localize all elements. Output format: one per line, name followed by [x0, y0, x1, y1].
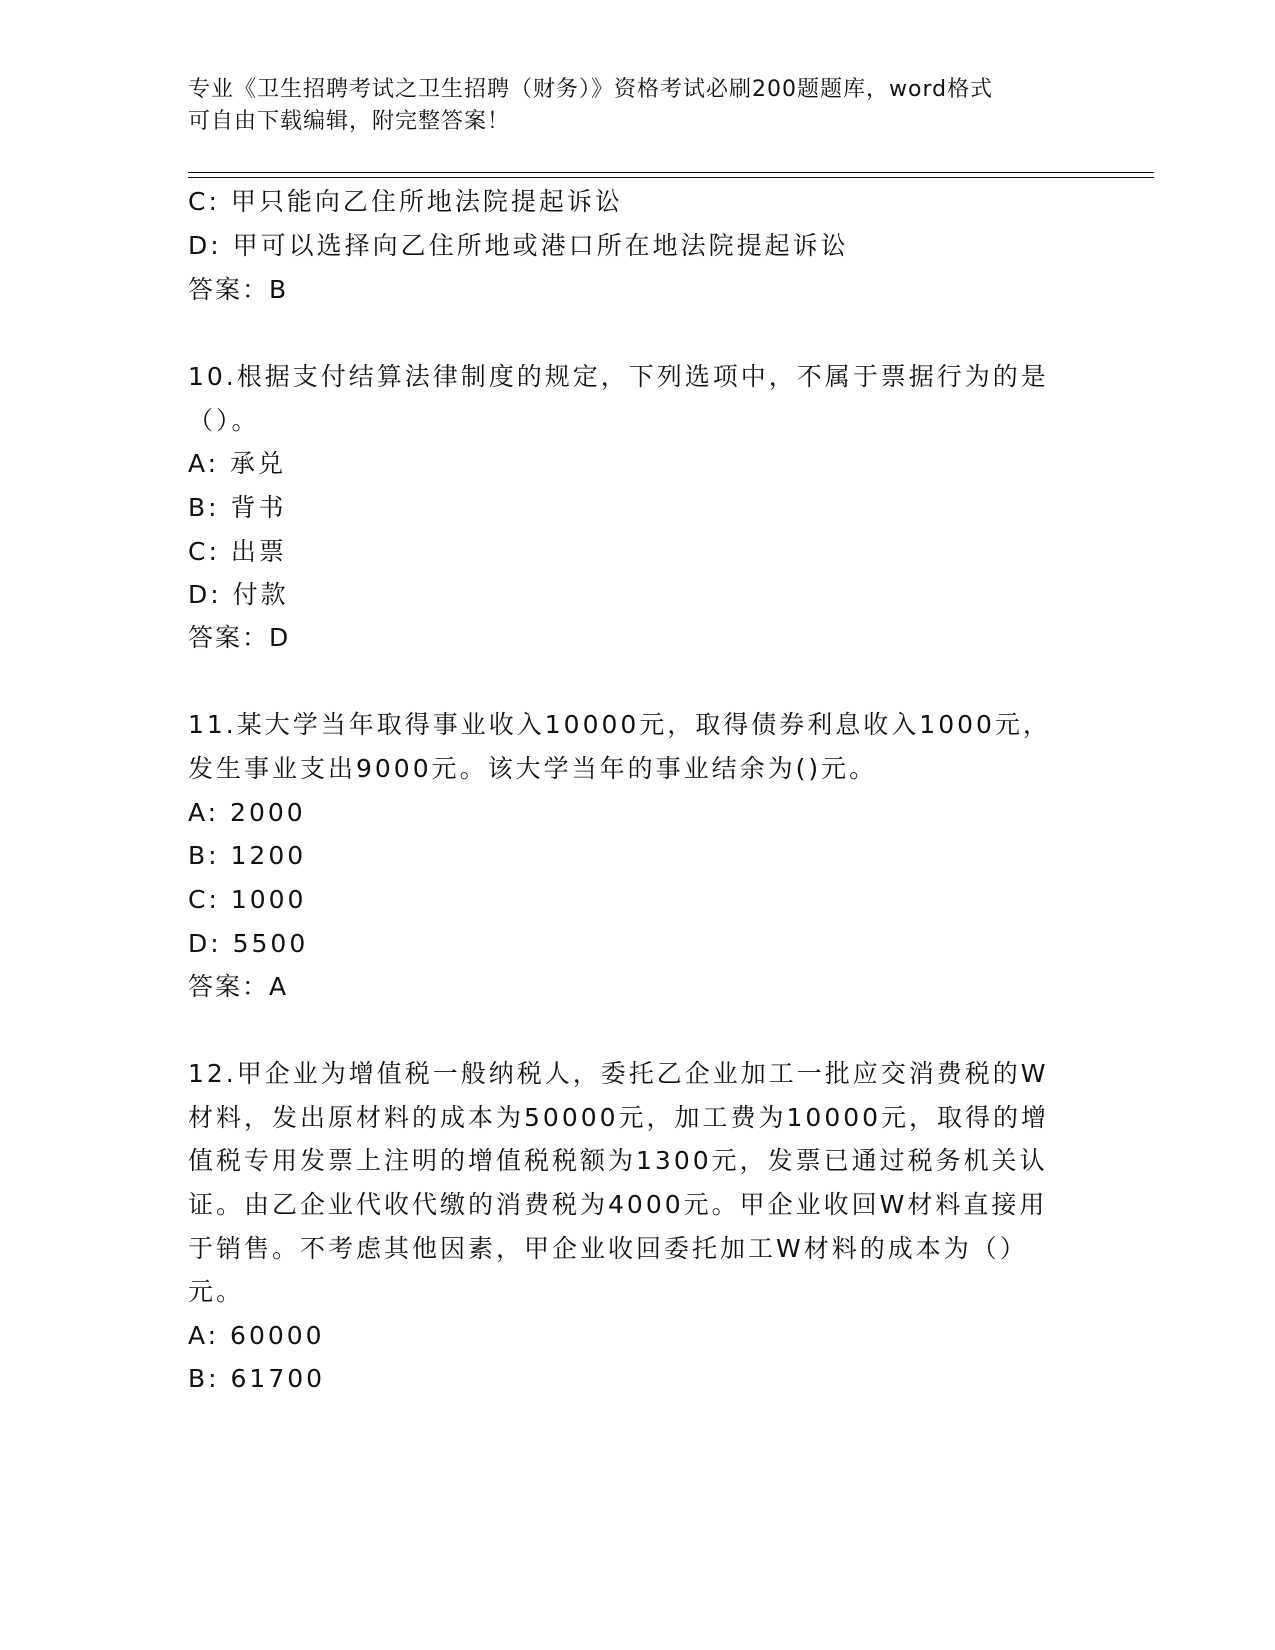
header-divider-top [188, 172, 1154, 173]
q11-option-a: A: 2000 [188, 798, 306, 827]
q12-stem-line-4: 证。由乙企业代收代缴的消费税为4000元。甲企业收回W材料直接用 [188, 1190, 1048, 1219]
q11-answer: 答案：A [188, 972, 289, 1001]
q12-option-a: A: 60000 [188, 1321, 325, 1350]
q10-option-d: D: 付款 [188, 580, 289, 609]
q12-stem-line-5: 于销售。不考虑其他因素，甲企业收回委托加工W材料的成本为（） [188, 1234, 1028, 1263]
q10-stem-line-1: 10.根据支付结算法律制度的规定，下列选项中，不属于票据行为的是 [188, 362, 1049, 391]
q10-option-c: C: 出票 [188, 537, 287, 566]
q12-stem-line-2: 材料，发出原材料的成本为50000元，加工费为10000元，取得的增 [188, 1103, 1050, 1132]
q9-option-d: D: 甲可以选择向乙住所地或港口所在地法院提起诉讼 [188, 231, 849, 260]
header-line-1: 专业《卫生招聘考试之卫生招聘（财务）》资格考试必刷200题题库，word格式 [188, 77, 994, 102]
q12-stem-line-3: 值税专用发票上注明的增值税税额为1300元，发票已通过税务机关认 [188, 1146, 1048, 1175]
q10-option-a: A: 承兑 [188, 449, 287, 478]
header-line-2: 可自由下载编辑，附完整答案！ [188, 109, 511, 134]
q11-option-d: D: 5500 [188, 929, 309, 958]
q11-stem-line-2: 发生事业支出9000元。该大学当年的事业结余为()元。 [188, 754, 878, 783]
q10-stem-line-2: （）。 [188, 406, 260, 435]
header-divider-bottom [188, 177, 1154, 178]
q9-answer: 答案：B [188, 275, 289, 304]
q11-option-c: C: 1000 [188, 885, 307, 914]
q11-option-b: B: 1200 [188, 841, 307, 870]
q10-option-b: B: 背书 [188, 493, 287, 522]
document-header [188, 74, 1088, 138]
q9-option-c: C: 甲只能向乙住所地法院提起诉讼 [188, 187, 623, 216]
q10-answer: 答案：D [188, 623, 291, 652]
q11-stem-line-1: 11.某大学当年取得事业收入10000元，取得债券利息收入1000元， [188, 710, 1051, 739]
q12-stem-line-6: 元。 [188, 1277, 245, 1306]
q12-stem-line-1: 12.甲企业为增值税一般纳税人，委托乙企业加工一批应交消费税的W [188, 1059, 1049, 1088]
q12-option-b: B: 61700 [188, 1364, 326, 1393]
